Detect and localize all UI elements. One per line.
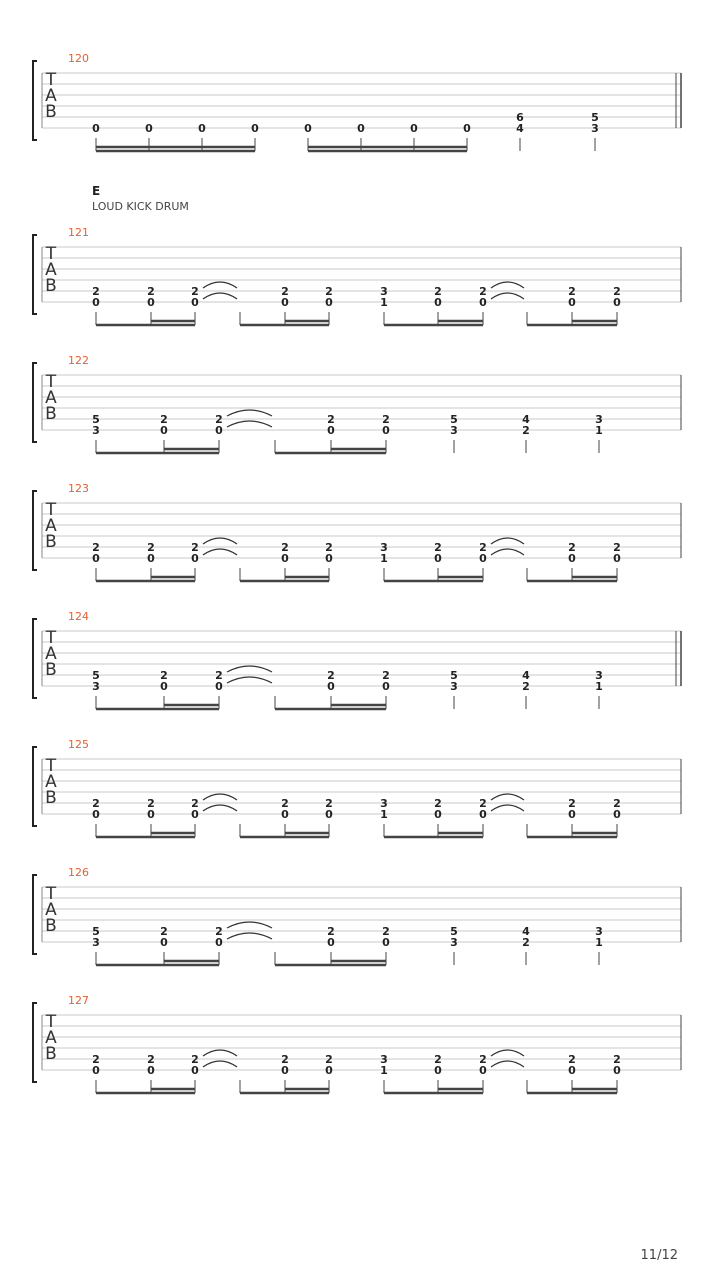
tab-clef-letter: A [45, 772, 57, 792]
fret-number: 0 [479, 296, 487, 309]
fret-number: 2 [92, 1053, 100, 1066]
fret-number: 2 [613, 285, 621, 298]
fret-number: 2 [522, 936, 530, 949]
tie-arc [227, 922, 272, 928]
fret-number: 0 [327, 424, 335, 437]
fret-number: 0 [281, 808, 289, 821]
fret-number: 0 [92, 296, 100, 309]
fret-number: 0 [281, 1064, 289, 1077]
fret-number: 0 [382, 680, 390, 693]
fret-number: 2 [92, 797, 100, 810]
section-annotation: LOUD KICK DRUM [92, 200, 189, 213]
fret-number: 0 [568, 1064, 576, 1077]
fret-number: 3 [595, 413, 603, 426]
fret-number: 2 [160, 413, 168, 426]
fret-number: 0 [160, 680, 168, 693]
fret-number: 0 [92, 552, 100, 565]
measure-number: 124 [68, 610, 89, 623]
fret-number: 5 [450, 669, 458, 682]
tab-system [33, 610, 681, 709]
fret-number: 0 [147, 296, 155, 309]
fret-number: 0 [434, 1064, 442, 1077]
tab-clef-letter: A [45, 900, 57, 920]
tab-clef-letter: T [45, 372, 57, 392]
fret-number: 0 [145, 122, 153, 135]
measure-number: 126 [68, 866, 89, 879]
fret-number: 0 [191, 296, 199, 309]
tie-arc [227, 666, 272, 672]
page-number: 11/12 [640, 1248, 678, 1263]
fret-number: 2 [281, 285, 289, 298]
system-bracket [33, 61, 37, 140]
fret-number: 5 [92, 669, 100, 682]
tie-arc [491, 538, 524, 544]
fret-number: 3 [92, 680, 100, 693]
tab-clef-letter: A [45, 388, 57, 408]
tab-clef-letter: B [45, 102, 57, 122]
fret-number: 0 [327, 936, 335, 949]
fret-number: 1 [595, 680, 603, 693]
fret-number: 2 [568, 1053, 576, 1066]
section-letter: E [92, 184, 101, 198]
fret-number: 3 [380, 285, 388, 298]
fret-number: 4 [522, 413, 530, 426]
measure-number: 127 [68, 994, 89, 1007]
fret-number: 2 [479, 285, 487, 298]
fret-number: 2 [147, 285, 155, 298]
fret-number: 1 [380, 296, 388, 309]
fret-number: 0 [215, 936, 223, 949]
fret-number: 0 [382, 936, 390, 949]
system-bracket [33, 619, 37, 698]
fret-number: 3 [380, 1053, 388, 1066]
fret-number: 0 [613, 552, 621, 565]
tab-clef-letter: T [45, 628, 57, 648]
fret-number: 0 [191, 808, 199, 821]
fret-number: 0 [568, 808, 576, 821]
fret-number: 0 [281, 296, 289, 309]
fret-number: 0 [147, 808, 155, 821]
measure-number: 123 [68, 482, 89, 495]
fret-number: 0 [92, 808, 100, 821]
fret-number: 3 [595, 925, 603, 938]
fret-number: 2 [434, 541, 442, 554]
system-bracket [33, 363, 37, 442]
tie-arc [227, 677, 272, 683]
fret-number: 2 [325, 541, 333, 554]
fret-number: 2 [382, 925, 390, 938]
fret-number: 0 [479, 1064, 487, 1077]
fret-number: 2 [92, 541, 100, 554]
tie-arc [227, 410, 272, 416]
fret-number: 0 [147, 552, 155, 565]
measure-number: 125 [68, 738, 89, 751]
fret-number: 2 [92, 285, 100, 298]
fret-number: 0 [434, 808, 442, 821]
tab-clef-letter: A [45, 516, 57, 536]
tab-system [33, 738, 681, 837]
tab-clef-letter: T [45, 244, 57, 264]
fret-number: 3 [380, 797, 388, 810]
tie-arc [491, 1061, 524, 1067]
fret-number: 2 [160, 925, 168, 938]
fret-number: 2 [281, 797, 289, 810]
tab-system [33, 226, 681, 325]
fret-number: 0 [215, 680, 223, 693]
tab-clef-letter: B [45, 532, 57, 552]
fret-number: 2 [325, 797, 333, 810]
tab-system [33, 866, 681, 965]
fret-number: 0 [382, 424, 390, 437]
fret-number: 0 [191, 552, 199, 565]
tab-system [33, 482, 681, 581]
tie-arc [203, 538, 237, 544]
fret-number: 2 [522, 424, 530, 437]
fret-number: 0 [357, 122, 365, 135]
tab-clef-letter: T [45, 884, 57, 904]
fret-number: 0 [160, 424, 168, 437]
fret-number: 0 [479, 552, 487, 565]
system-bracket [33, 747, 37, 826]
fret-number: 3 [595, 669, 603, 682]
fret-number: 0 [304, 122, 312, 135]
fret-number: 0 [147, 1064, 155, 1077]
tab-clef-letter: A [45, 1028, 57, 1048]
tab-clef-letter: T [45, 500, 57, 520]
fret-number: 0 [410, 122, 418, 135]
tab-clef-letter: B [45, 276, 57, 296]
tie-arc [203, 549, 237, 555]
system-bracket [33, 1003, 37, 1082]
tie-arc [491, 794, 524, 800]
tab-clef-letter: B [45, 660, 57, 680]
fret-number: 2 [325, 285, 333, 298]
fret-number: 2 [215, 669, 223, 682]
fret-number: 2 [215, 413, 223, 426]
fret-number: 2 [382, 413, 390, 426]
fret-number: 0 [281, 552, 289, 565]
tab-clef-letter: A [45, 644, 57, 664]
fret-number: 2 [147, 541, 155, 554]
measure-number: 121 [68, 226, 89, 239]
fret-number: 0 [613, 296, 621, 309]
fret-number: 6 [516, 111, 524, 124]
fret-number: 2 [434, 285, 442, 298]
fret-number: 2 [568, 285, 576, 298]
fret-number: 2 [327, 925, 335, 938]
fret-number: 2 [522, 680, 530, 693]
fret-number: 2 [434, 797, 442, 810]
measure-number: 122 [68, 354, 89, 367]
fret-number: 3 [380, 541, 388, 554]
fret-number: 0 [215, 424, 223, 437]
fret-number: 0 [325, 552, 333, 565]
fret-number: 0 [160, 936, 168, 949]
fret-number: 2 [327, 413, 335, 426]
tie-arc [491, 293, 524, 299]
fret-number: 3 [92, 424, 100, 437]
tie-arc [203, 293, 237, 299]
fret-number: 0 [251, 122, 259, 135]
fret-number: 5 [450, 413, 458, 426]
system-bracket [33, 875, 37, 954]
fret-number: 3 [450, 424, 458, 437]
fret-number: 2 [479, 1053, 487, 1066]
tie-arc [203, 1061, 237, 1067]
tab-clef-letter: B [45, 788, 57, 808]
fret-number: 0 [92, 1064, 100, 1077]
fret-number: 2 [568, 541, 576, 554]
fret-number: 0 [613, 808, 621, 821]
fret-number: 2 [160, 669, 168, 682]
tie-arc [203, 282, 237, 288]
fret-number: 0 [325, 296, 333, 309]
fret-number: 1 [380, 1064, 388, 1077]
tab-clef-letter: A [45, 260, 57, 280]
fret-number: 1 [380, 808, 388, 821]
fret-number: 3 [450, 936, 458, 949]
fret-number: 2 [613, 541, 621, 554]
fret-number: 5 [591, 111, 599, 124]
fret-number: 3 [450, 680, 458, 693]
tab-clef-letter: B [45, 916, 57, 936]
fret-number: 0 [463, 122, 471, 135]
fret-number: 5 [92, 413, 100, 426]
tie-arc [203, 1050, 237, 1056]
measure-number: 120 [68, 52, 89, 65]
fret-number: 0 [325, 1064, 333, 1077]
fret-number: 2 [327, 669, 335, 682]
tie-arc [203, 805, 237, 811]
tie-arc [491, 549, 524, 555]
fret-number: 2 [191, 285, 199, 298]
fret-number: 2 [613, 797, 621, 810]
fret-number: 0 [434, 296, 442, 309]
fret-number: 2 [325, 1053, 333, 1066]
fret-number: 4 [516, 122, 524, 135]
fret-number: 2 [434, 1053, 442, 1066]
tie-arc [227, 421, 272, 427]
tab-system [33, 52, 681, 151]
system-bracket [33, 491, 37, 570]
fret-number: 0 [325, 808, 333, 821]
fret-number: 2 [191, 1053, 199, 1066]
fret-number: 3 [591, 122, 599, 135]
fret-number: 2 [147, 797, 155, 810]
tab-system [33, 354, 681, 453]
fret-number: 2 [191, 797, 199, 810]
fret-number: 1 [380, 552, 388, 565]
fret-number: 5 [92, 925, 100, 938]
fret-number: 2 [215, 925, 223, 938]
fret-number: 4 [522, 925, 530, 938]
fret-number: 2 [382, 669, 390, 682]
tab-clef-letter: B [45, 404, 57, 424]
tie-arc [491, 1050, 524, 1056]
tab-system [33, 994, 681, 1093]
fret-number: 2 [147, 1053, 155, 1066]
tie-arc [227, 933, 272, 939]
tie-arc [491, 805, 524, 811]
fret-number: 2 [281, 541, 289, 554]
fret-number: 0 [198, 122, 206, 135]
fret-number: 2 [613, 1053, 621, 1066]
fret-number: 2 [191, 541, 199, 554]
fret-number: 2 [568, 797, 576, 810]
tie-arc [491, 282, 524, 288]
fret-number: 0 [434, 552, 442, 565]
fret-number: 2 [479, 541, 487, 554]
fret-number: 4 [522, 669, 530, 682]
tab-clef-letter: T [45, 70, 57, 90]
fret-number: 0 [191, 1064, 199, 1077]
tab-clef-letter: B [45, 1044, 57, 1064]
tie-arc [203, 794, 237, 800]
fret-number: 0 [568, 296, 576, 309]
fret-number: 1 [595, 936, 603, 949]
fret-number: 2 [479, 797, 487, 810]
fret-number: 0 [568, 552, 576, 565]
fret-number: 0 [479, 808, 487, 821]
fret-number: 1 [595, 424, 603, 437]
fret-number: 0 [327, 680, 335, 693]
fret-number: 0 [613, 1064, 621, 1077]
fret-number: 0 [92, 122, 100, 135]
fret-number: 5 [450, 925, 458, 938]
fret-number: 3 [92, 936, 100, 949]
fret-number: 2 [281, 1053, 289, 1066]
tab-clef-letter: T [45, 1012, 57, 1032]
system-bracket [33, 235, 37, 314]
tab-clef-letter: A [45, 86, 57, 106]
tab-clef-letter: T [45, 756, 57, 776]
